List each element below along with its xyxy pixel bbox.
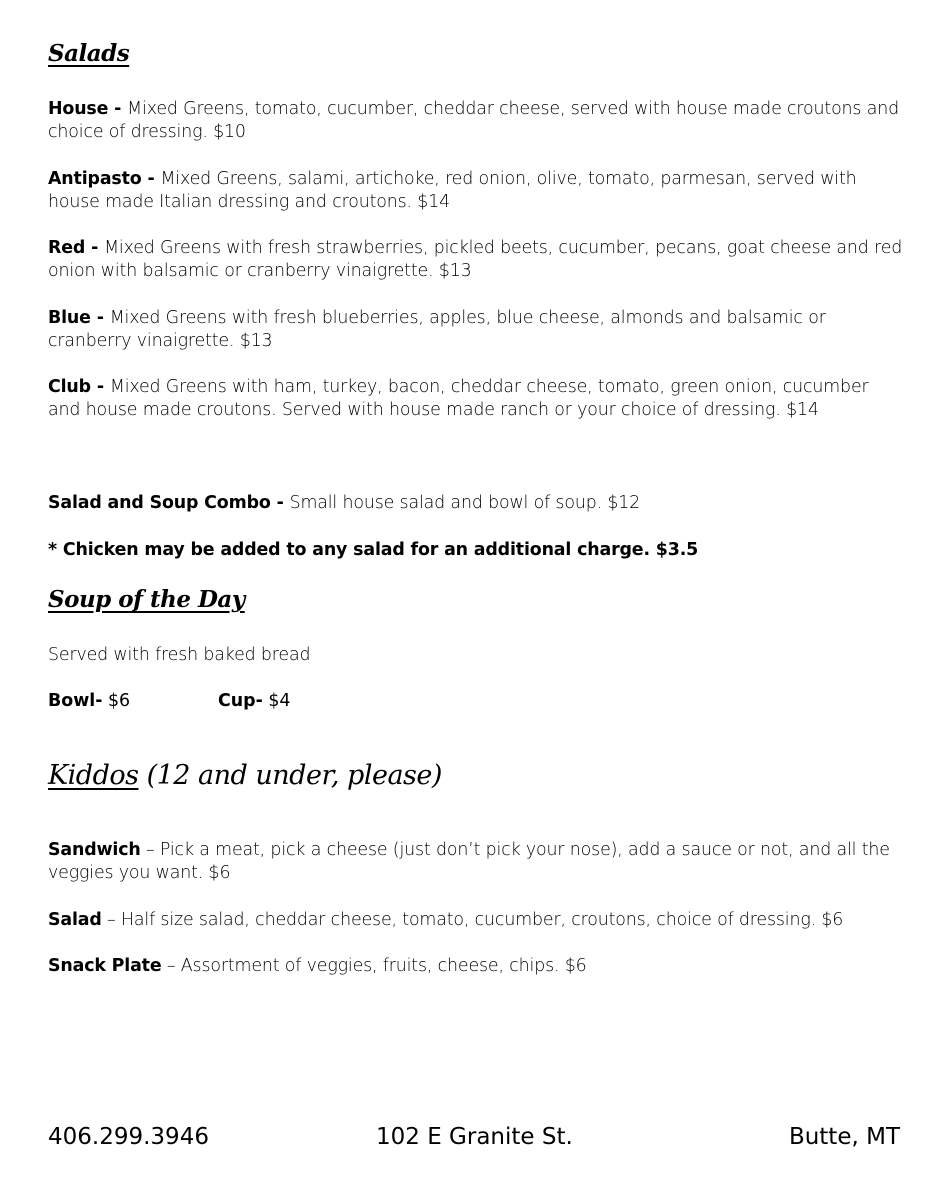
salads-heading xyxy=(48,40,129,67)
bowl-price xyxy=(48,691,130,711)
item-name: Sandwich xyxy=(48,840,141,860)
bowl-price-value: $6 xyxy=(102,691,131,711)
soup-subtitle: Served with fresh baked bread xyxy=(48,645,311,665)
salads-heading-text: Salads xyxy=(48,40,130,67)
kiddos-heading-subtitle: (12 and under, please) xyxy=(138,760,442,791)
item-name: Snack Plate xyxy=(48,956,162,976)
item-separator: - xyxy=(270,493,290,513)
item-description: Small house salad and bowl of soup. $12 xyxy=(289,493,641,513)
menu-item-salad-soup-combo xyxy=(48,492,906,515)
item-name: House xyxy=(48,99,109,119)
menu-item-house xyxy=(48,98,906,144)
item-description: Mixed Greens with fresh blueberries, apples, blue cheese, almonds and balsamic or cranberry vinaigrette. $13 xyxy=(48,308,826,351)
item-description: Assortment of veggies, fruits, cheese, chips. $6 xyxy=(180,956,587,976)
item-name: Club xyxy=(48,377,91,397)
item-separator: - xyxy=(141,169,161,189)
soup-heading-text: Soup of the Day xyxy=(48,586,245,613)
item-separator: - xyxy=(85,238,105,258)
soup-prices xyxy=(48,690,291,713)
kiddos-heading-text: Kiddos xyxy=(48,760,139,791)
cup-label: Cup- xyxy=(218,691,263,711)
footer-city: Butte, MT xyxy=(788,1124,900,1150)
item-description: Half size salad, cheddar cheese, tomato, cucumber, croutons, choice of dressing. $6 xyxy=(120,910,844,930)
item-name: Red xyxy=(48,238,86,258)
menu-item-red xyxy=(48,237,906,283)
item-name: Salad and Soup Combo xyxy=(48,493,271,513)
footer-address: 102 E Granite St. xyxy=(376,1124,573,1150)
chicken-note: * Chicken may be added to any salad for an additional charge. $3.5 xyxy=(48,540,699,560)
menu-item-blue xyxy=(48,307,906,353)
item-separator: - xyxy=(90,308,110,328)
item-name: Salad xyxy=(48,910,102,930)
item-separator: - xyxy=(90,377,110,397)
kiddos-heading xyxy=(48,760,442,791)
cup-price-value: $4 xyxy=(262,691,291,711)
bowl-label: Bowl- xyxy=(48,691,103,711)
item-name: Antipasto xyxy=(48,169,142,189)
menu-item-club xyxy=(48,376,906,422)
item-description: Mixed Greens, salami, artichoke, red onion, olive, tomato, parmesan, served with house made Italian dressing and croutons. $14 xyxy=(48,169,857,212)
item-description: Mixed Greens with fresh strawberries, pickled beets, cucumber, pecans, goat cheese and red onion with balsamic or cranberry vinaigrette. $13 xyxy=(48,238,903,281)
kids-item-salad xyxy=(48,909,906,932)
item-description: Mixed Greens, tomato, cucumber, cheddar cheese, served with house made croutons and choice of dressing. $10 xyxy=(48,99,899,142)
item-description: Mixed Greens with ham, turkey, bacon, cheddar cheese, tomato, green onion, cucumber and house made croutons. Served with house made ranch or your choice of dressing. $14 xyxy=(48,377,869,420)
item-name: Blue xyxy=(48,308,91,328)
kids-item-snack-plate xyxy=(48,955,906,978)
kids-item-sandwich xyxy=(48,839,906,885)
cup-price xyxy=(218,690,290,713)
item-separator: – xyxy=(140,840,160,860)
item-description: Pick a meat, pick a cheese (just don’t pick your nose), add a sauce or not, and all the veggies you want. $6 xyxy=(48,840,890,883)
item-separator: – xyxy=(161,956,181,976)
menu-item-antipasto xyxy=(48,168,906,214)
item-separator: - xyxy=(108,99,128,119)
item-separator: – xyxy=(101,910,121,930)
soup-heading xyxy=(48,586,245,613)
footer-phone: 406.299.3946 xyxy=(48,1124,209,1150)
